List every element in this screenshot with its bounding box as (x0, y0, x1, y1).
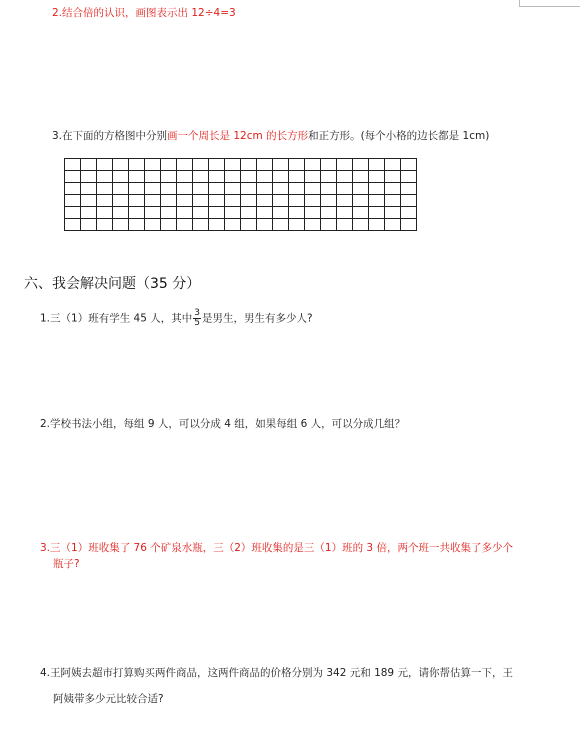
grid-cell[interactable] (353, 171, 369, 183)
grid-cell[interactable] (97, 159, 113, 171)
page-corner-mark (519, 0, 580, 7)
grid-cell[interactable] (129, 195, 145, 207)
grid-cell[interactable] (145, 171, 161, 183)
grid-cell[interactable] (321, 183, 337, 195)
grid-cell[interactable] (81, 159, 97, 171)
problem-4 (40, 666, 513, 706)
grid-cell[interactable] (321, 195, 337, 207)
grid-cell[interactable] (65, 159, 81, 171)
grid-cell[interactable] (305, 171, 321, 183)
problem-text-line2: 阿姨带多少元比较合适? (53, 693, 164, 705)
problem-text: 2.学校书法小组，每组 9 人，可以分成 4 组，如果每组 6 人，可以分成几组？ (40, 418, 406, 430)
grid-cell[interactable] (145, 195, 161, 207)
grid-cell[interactable] (385, 183, 401, 195)
grid-cell[interactable] (161, 207, 177, 219)
grid-cell[interactable] (193, 183, 209, 195)
grid-cell[interactable] (113, 207, 129, 219)
grid-cell[interactable] (289, 183, 305, 195)
grid-cell[interactable] (177, 159, 193, 171)
grid-cell[interactable] (193, 219, 209, 231)
problem-text-line1: 3.三（1）班收集了 76 个矿泉水瓶，三（2）班收集的是三（1）班的 3 倍，两个班一共收集了多少个 (40, 542, 513, 554)
grid-cell[interactable] (353, 207, 369, 219)
grid-cell[interactable] (305, 219, 321, 231)
grid-cell[interactable] (385, 195, 401, 207)
grid-cell[interactable] (65, 207, 81, 219)
grid-cell[interactable] (209, 207, 225, 219)
grid-cell[interactable] (209, 159, 225, 171)
grid-cell[interactable] (145, 159, 161, 171)
grid-cell[interactable] (209, 219, 225, 231)
grid-cell[interactable] (369, 171, 385, 183)
grid-cell[interactable] (97, 171, 113, 183)
grid-cell[interactable] (289, 219, 305, 231)
grid-cell[interactable] (81, 207, 97, 219)
grid-cell[interactable] (385, 219, 401, 231)
section-title: 六、我会解决问题（35 分） (24, 276, 201, 292)
grid-cell[interactable] (193, 159, 209, 171)
grid-cell[interactable] (353, 195, 369, 207)
grid-cell[interactable] (241, 171, 257, 183)
section-6-heading (24, 273, 200, 293)
grid-cell[interactable] (145, 207, 161, 219)
problem-text-line2: 瓶子? (53, 558, 80, 570)
grid-cell[interactable] (113, 171, 129, 183)
grid-cell[interactable] (257, 195, 273, 207)
question-text-prefix: 3.在下面的方格图中分别 (52, 130, 168, 142)
grid-cell[interactable] (369, 219, 385, 231)
grid-cell[interactable] (209, 171, 225, 183)
grid-cell[interactable] (193, 195, 209, 207)
grid-cell[interactable] (273, 195, 289, 207)
grid-cell[interactable] (257, 171, 273, 183)
grid-cell[interactable] (337, 159, 353, 171)
grid-cell[interactable] (353, 183, 369, 195)
grid-cell[interactable] (209, 183, 225, 195)
grid-cell[interactable] (129, 207, 145, 219)
grid-cell[interactable] (289, 159, 305, 171)
grid-cell[interactable] (385, 171, 401, 183)
grid-cell[interactable] (369, 159, 385, 171)
grid-cell[interactable] (177, 171, 193, 183)
grid-cell[interactable] (161, 219, 177, 231)
grid-cell[interactable] (273, 159, 289, 171)
grid-cell[interactable] (305, 159, 321, 171)
grid-cell[interactable] (289, 207, 305, 219)
grid-cell[interactable] (97, 219, 113, 231)
grid-cell[interactable] (401, 195, 417, 207)
grid-cell[interactable] (273, 207, 289, 219)
grid-row (65, 159, 417, 171)
fraction-denominator: 5 (194, 318, 200, 328)
grid-cell[interactable] (161, 183, 177, 195)
grid-cell[interactable] (129, 171, 145, 183)
grid-cell[interactable] (129, 159, 145, 171)
grid-cell[interactable] (369, 183, 385, 195)
grid-cell[interactable] (401, 183, 417, 195)
grid-cell[interactable] (385, 159, 401, 171)
grid-cell[interactable] (353, 159, 369, 171)
grid-cell[interactable] (257, 207, 273, 219)
grid-cell[interactable] (81, 183, 97, 195)
grid-cell[interactable] (225, 207, 241, 219)
problem-text-line1: 4.王阿姨去超市打算购买两件商品，这两件商品的价格分别为 342 元和 189 元，请你帮估算一下，王 (40, 667, 513, 679)
grid-cell[interactable] (353, 219, 369, 231)
grid-cell[interactable] (113, 183, 129, 195)
grid-cell[interactable] (65, 171, 81, 183)
grid-cell[interactable] (81, 171, 97, 183)
grid-cell[interactable] (321, 159, 337, 171)
grid-cell[interactable] (177, 207, 193, 219)
grid-cell[interactable] (241, 207, 257, 219)
grid-cell[interactable] (113, 219, 129, 231)
grid-cell[interactable] (401, 207, 417, 219)
grid-cell[interactable] (193, 171, 209, 183)
grid-cell[interactable] (401, 219, 417, 231)
grid-cell[interactable] (241, 183, 257, 195)
grid-cell[interactable] (177, 195, 193, 207)
grid-cell[interactable] (97, 183, 113, 195)
grid-cell[interactable] (321, 219, 337, 231)
question-2-draw-diagram (52, 6, 236, 20)
grid-row (65, 183, 417, 195)
grid-cell[interactable] (225, 183, 241, 195)
grid-cell[interactable] (385, 207, 401, 219)
grid-cell[interactable] (145, 219, 161, 231)
grid-cell[interactable] (305, 195, 321, 207)
problem-2 (40, 417, 405, 431)
grid-cell[interactable] (145, 183, 161, 195)
grid-cell[interactable] (257, 219, 273, 231)
grid-cell[interactable] (65, 219, 81, 231)
grid-cell[interactable] (257, 183, 273, 195)
problem-text-after: 是男生，男生有多少人? (201, 312, 313, 325)
grid-cell[interactable] (161, 195, 177, 207)
grid-cell[interactable] (337, 183, 353, 195)
grid-row (65, 207, 417, 219)
grid-cell[interactable] (97, 195, 113, 207)
question-text: 2.结合倍的认识，画图表示出 12÷4=3 (52, 7, 236, 19)
grid-cell[interactable] (337, 195, 353, 207)
grid-cell[interactable] (209, 195, 225, 207)
problem-3 (40, 541, 513, 571)
grid-cell[interactable] (113, 159, 129, 171)
grid-cell[interactable] (81, 219, 97, 231)
grid-cell[interactable] (225, 195, 241, 207)
problem-text-before: 1.三（1）班有学生 45 人，其中 (40, 312, 193, 325)
grid-cell[interactable] (81, 195, 97, 207)
grid-cell[interactable] (161, 159, 177, 171)
square-grid[interactable] (64, 158, 417, 231)
grid-cell[interactable] (113, 195, 129, 207)
grid-cell[interactable] (337, 171, 353, 183)
grid-cell[interactable] (177, 219, 193, 231)
grid-cell[interactable] (225, 171, 241, 183)
grid-row (65, 195, 417, 207)
grid-table[interactable] (64, 158, 417, 231)
grid-cell[interactable] (369, 195, 385, 207)
grid-cell[interactable] (401, 159, 417, 171)
grid-cell[interactable] (321, 207, 337, 219)
grid-cell[interactable] (193, 207, 209, 219)
question-3-grid-drawing (52, 129, 489, 143)
grid-cell[interactable] (241, 219, 257, 231)
grid-cell[interactable] (321, 171, 337, 183)
grid-cell[interactable] (97, 207, 113, 219)
grid-cell[interactable] (225, 159, 241, 171)
grid-cell[interactable] (241, 159, 257, 171)
grid-cell[interactable] (65, 195, 81, 207)
grid-cell[interactable] (273, 171, 289, 183)
fraction (193, 309, 201, 328)
grid-cell[interactable] (369, 207, 385, 219)
grid-cell[interactable] (257, 159, 273, 171)
grid-cell[interactable] (177, 183, 193, 195)
grid-row (65, 171, 417, 183)
grid-cell[interactable] (241, 195, 257, 207)
grid-cell[interactable] (129, 183, 145, 195)
grid-row (65, 219, 417, 231)
grid-cell[interactable] (401, 171, 417, 183)
problem-1 (40, 309, 313, 328)
grid-cell[interactable] (273, 183, 289, 195)
grid-cell[interactable] (225, 219, 241, 231)
grid-cell[interactable] (289, 195, 305, 207)
question-text-highlight: 画一个周长是 12cm 的长方形 (167, 130, 309, 142)
grid-cell[interactable] (289, 171, 305, 183)
grid-cell[interactable] (337, 207, 353, 219)
grid-cell[interactable] (273, 219, 289, 231)
question-text-suffix: 和正方形。(每个小格的边长都是 1cm) (308, 130, 490, 142)
grid-cell[interactable] (305, 207, 321, 219)
fraction-numerator: 3 (194, 308, 200, 318)
grid-cell[interactable] (65, 183, 81, 195)
grid-cell[interactable] (305, 183, 321, 195)
grid-cell[interactable] (161, 171, 177, 183)
grid-cell[interactable] (337, 219, 353, 231)
grid-cell[interactable] (129, 219, 145, 231)
